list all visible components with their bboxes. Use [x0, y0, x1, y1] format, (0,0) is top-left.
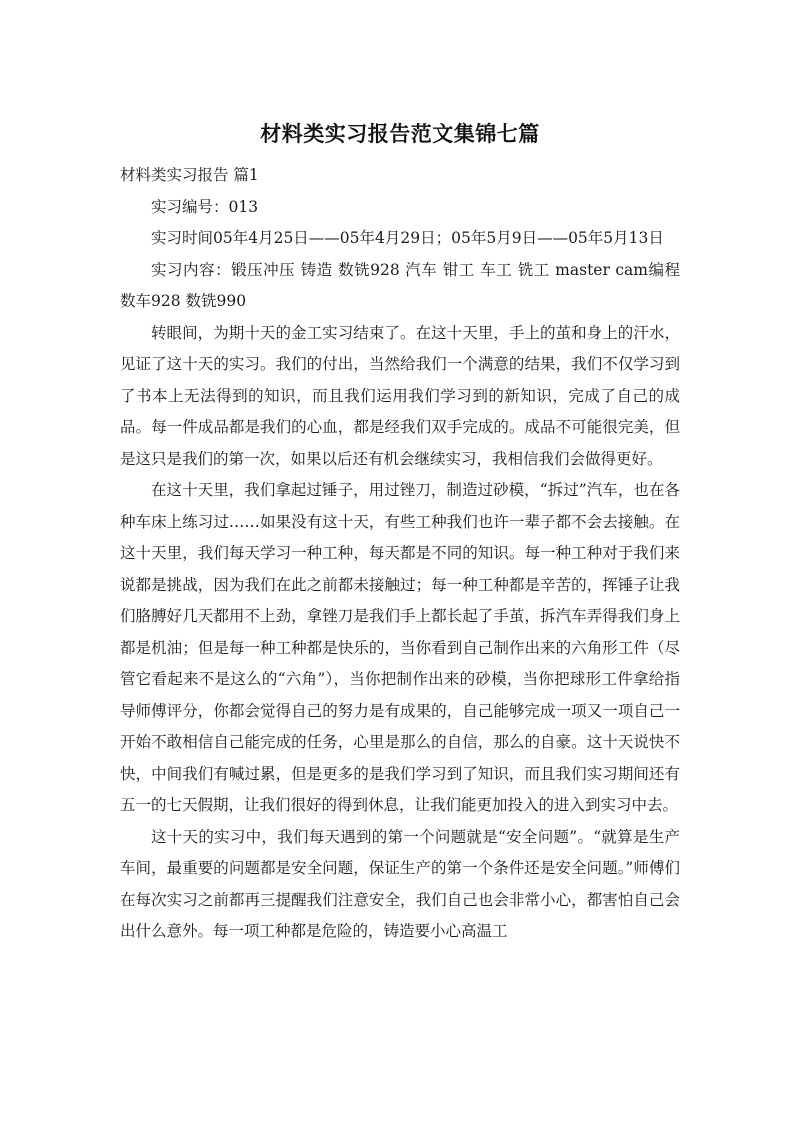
paragraph-internship-number: 实习编号：013: [151, 197, 259, 216]
section-heading: 材料类实习报告 篇1: [120, 166, 259, 184]
paragraph-reflection: 转眼间，为期十天的金工实习结束了。在这十天里，手上的茧和身上的汗水，见证了这十天的实习。我们的付出，当然给我们一个满意的结果，我们不仅学习到了书本上无法得到的知识，而且我们运用我们学习到的新知识，完成了自己的成品。每一件成品都是我们的心血，都是经我们双手完成的。成品不可能很完美，但是这只是我们的第一次，如果以后还有机会继续实习，我相信我们会做得更好。: [120, 323, 680, 468]
document-body: [120, 160, 680, 948]
paragraph-internship-content: 实习内容：锻压冲压 铸造 数铣928 汽车 钳工 车工 铣工 master cam编程 数车928 数铣990: [120, 260, 680, 310]
document-title: 材料类实习报告范文集锦七篇: [260, 122, 540, 146]
paragraph-ten-days: 在这十天里，我们拿起过锤子，用过锉刀，制造过砂模，“拆过”汽车，也在各种车床上练习过……如果没有这十天，有些工种我们也许一辈子都不会去接触。在这十天里，我们每天学习一种工种，每天都是不同的知识。每一种工种对于我们来说都是挑战，因为我们在此之前都未接触过；每一种工种都是辛苦的，挥锤子让我们胳膊好几天都用不上劲，拿锉刀是我们手上都长起了手茧，拆汽车弄得我们身上都是机油；但是每一种工种都是快乐的，当你看到自己制作出来的六角形工件（尽管它看起来不是这么的“六角”），当你把制作出来的砂模，当你把球形工件拿给指导师傅评分，你都会觉得自己的努力是有成果的，自己能够完成一项又一项自己一开始不敢相信自己能完成的任务，心里是那么的自信，那么的自豪。这十天说快不快，中间我们有喊过累，但是更多的是我们学习到了知识，而且我们实习期间还有五一的七天假期，让我们很好的得到休息，让我们能更加投入的进入到实习中去。: [120, 481, 680, 814]
paragraph-internship-time: 实习时间05年4月25日——05年4月29日；05年5月9日——05年5月13日: [151, 229, 664, 247]
paragraph-safety: 这十天的实习中，我们每天遇到的第一个问题就是“安全问题”。“就算是生产车间，最重要的问题都是安全问题，保证生产的第一个条件还是安全问题。”师傅们在每次实习之前都再三提醒我们注意安全，我们自己也会非常小心，都害怕自己会出什么意外。每一项工种都是危险的，铸造要小心高温工: [120, 827, 680, 940]
